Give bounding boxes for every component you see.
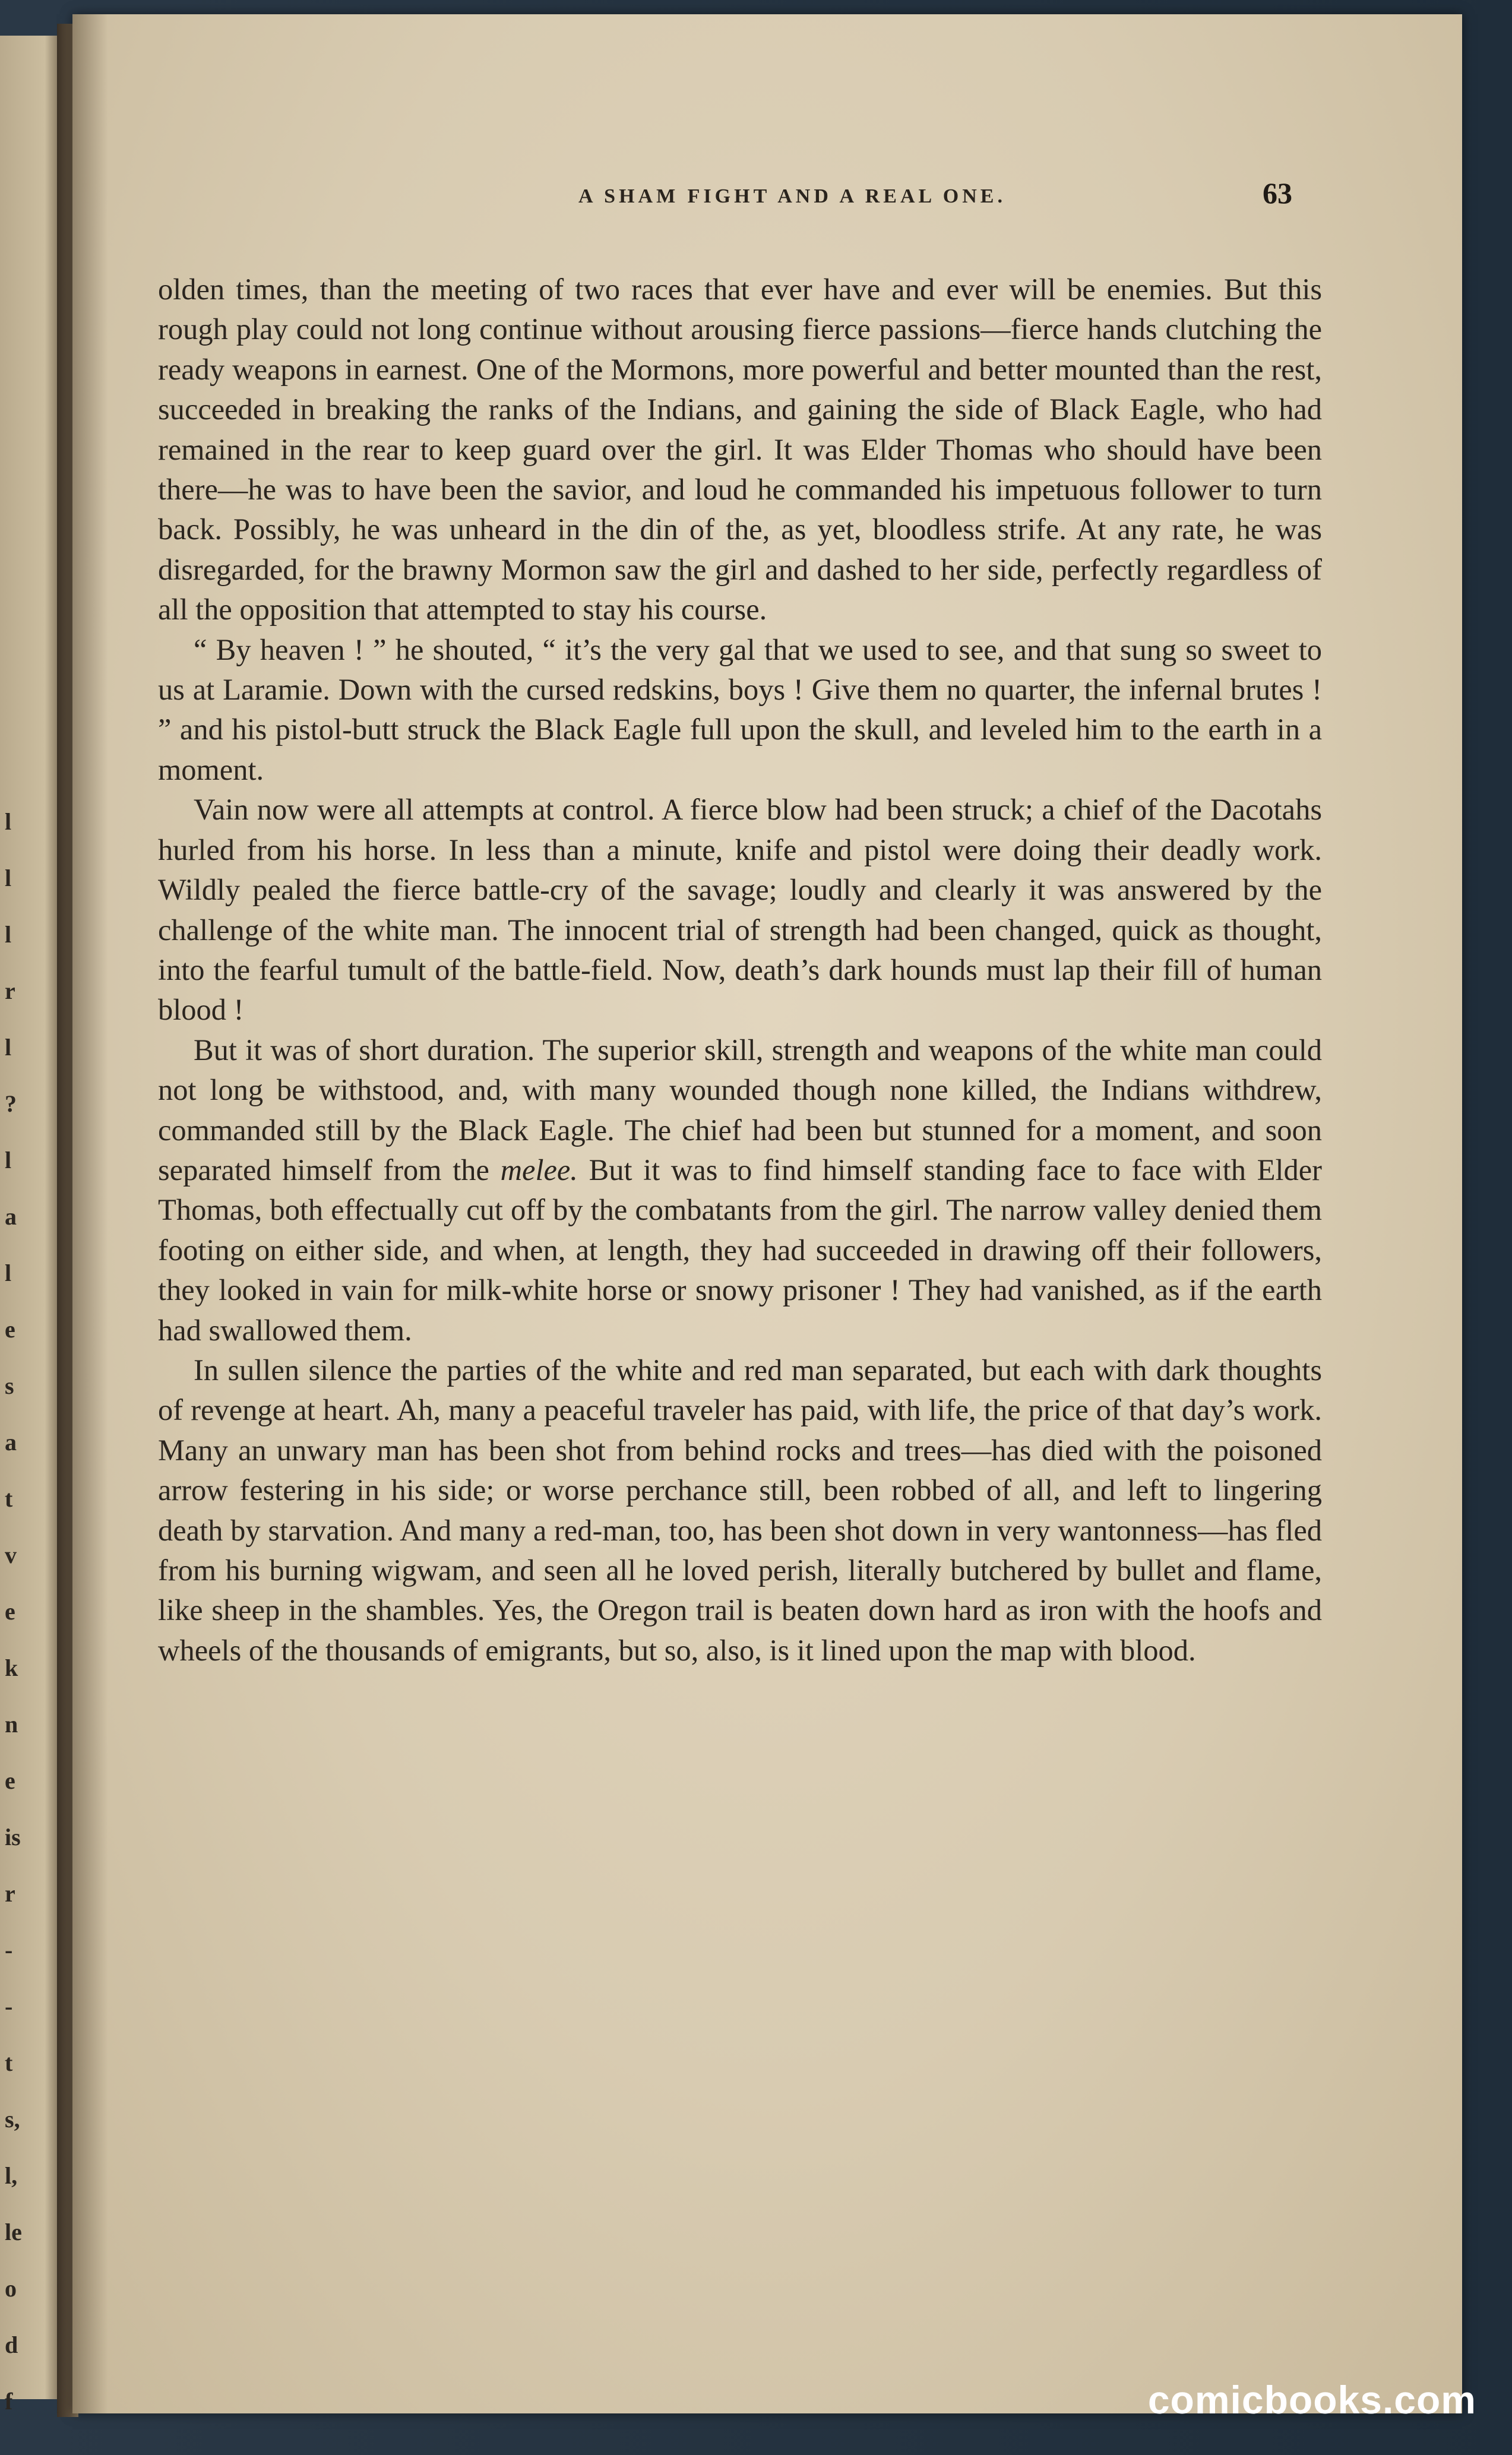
adjacent-page-edge (0, 36, 64, 2415)
adjacent-page-fragment: s (5, 1372, 14, 1399)
adjacent-page-fragment: is (5, 1824, 21, 1850)
watermark: comicbooks.com (1147, 2378, 1476, 2422)
adjacent-page-fragments (5, 59, 22, 2415)
adjacent-page-fragment: t (5, 1485, 13, 1512)
paragraph-1: olden times, than the meeting of two races that ever have and ever will be enemies. But this rough play could not long continue without arousing fierce passions—fierce hands clutching the ready weapons in earnest. One of the Mormons, more powerful and better mounted than the rest, succeeded in breaking the ranks of the Indians, and gaining the side of Black Eagle, who had remained in the rear to keep guard over the girl. It was Elder Thomas who should have been there—he was to have been the savior, and loud he commanded his impetuous follower to turn back. Possibly, he was unheard in the din of the, as yet, bloodless strife. At any rate, he was disregarded, for the brawny Mormon saw the girl and dashed to her side, perfectly regardless of all the opposition that attempted to stay his course. (158, 273, 1322, 627)
adjacent-page-fragment: - (5, 1993, 13, 2020)
book-page (72, 14, 1462, 2413)
paragraph-4-part-1: But it was of short duration. The superior skill, strength and weapons of the white man could not long be withstood, and, with many wounded though none killed, the Indians withdrew, commanded still by the Black Eagle. The chief had been but stunned for a moment, and soon separated himself from the (158, 1033, 1322, 1187)
adjacent-page-fragment: l, (5, 2162, 18, 2189)
adjacent-page-fragment: n (5, 1711, 18, 1738)
adjacent-page-fragment: o (5, 2275, 17, 2302)
adjacent-page-fragment: a (5, 1429, 17, 1456)
paragraph-3: Vain now were all attempts at control. A fierce blow had been struck; a chief of the Dacotahs hurled from his horse. In less than a minute, knife and pistol were doing their deadly work. Wildly pealed the fierce battle-cry of the savage; loudly and clearly it was answered by the challenge of the white man. The innocent trial of strength had been changed, quick as thought, into the fearful tumult of the battle-field. Now, death’s dark hounds must lap their fill of human blood ! (158, 793, 1322, 1027)
page-number: 63 (1263, 176, 1292, 210)
adjacent-page-fragment: l (5, 808, 12, 835)
adjacent-page-fragment: l (5, 1260, 12, 1286)
adjacent-page-fragment: l (5, 1034, 12, 1061)
adjacent-page-fragment: l (5, 1147, 12, 1173)
adjacent-page-fragment: l (5, 865, 12, 891)
body-text (158, 270, 1322, 1671)
adjacent-page-fragment: a (5, 1203, 17, 1230)
adjacent-page-fragment: r (5, 977, 15, 1004)
adjacent-page-fragment: e (5, 1316, 15, 1343)
adjacent-page-fragment: - (5, 1937, 13, 1963)
paragraph-4-part-2: But it was to find himself standing face to face with Elder Thomas, both effectually cut off by the combatants from the girl. The narrow valley denied them footing on either side, and when, at length, they had succeeded in drawing off their followers, they looked in vain for milk-white horse or snowy prisoner ! They had vanished, as if the earth had swallowed them. (158, 1153, 1322, 1347)
paragraph-4 (158, 1030, 1322, 1350)
running-head: A SHAM FIGHT AND A REAL ONE. (578, 185, 1006, 207)
adjacent-page-fragment: d (5, 2331, 18, 2358)
adjacent-page-fragment: k (5, 1654, 18, 1681)
paragraph-5: In sullen silence the parties of the white and red man separated, but each with dark thoughts of revenge at heart. Ah, many a peaceful traveler has paid, with life, the price of that day’s work. Many an unwary man has been shot from behind rocks and trees—has died with the poisoned arrow festering in his side; or worse perchance still, been robbed of all, and left to lingering death by starvation. And many a red-man, too, has been shot down in very wantonness—has fled from his burning wigwam, and seen all he loved perish, literally butchered by bullet and flame, like sheep in the shambles. Yes, the Oregon trail is beaten down hard as iron with the hoofs and wheels of the thousands of emigrants, but so, also, is it lined upon the map with blood. (158, 1353, 1322, 1667)
adjacent-page-fragment: ? (5, 1090, 17, 1117)
adjacent-page-fragment: e (5, 1767, 15, 1794)
adjacent-page-fragment: l (5, 921, 12, 948)
paragraph-4-italic: melee. (500, 1153, 578, 1187)
adjacent-page-fragment: r (5, 1880, 15, 1907)
adjacent-page-fragment: s, (5, 2106, 20, 2133)
adjacent-page-fragment: e (5, 1598, 15, 1625)
adjacent-page-fragment: le (5, 2219, 22, 2245)
adjacent-page-fragment: v (5, 1542, 17, 1568)
adjacent-page-fragment: f (5, 2388, 13, 2415)
paragraph-2: “ By heaven ! ” he shouted, “ it’s the very gal that we used to see, and that sung so sweet to us at Laramie. Down with the cursed redskins, boys ! Give them no quarter, the infernal brutes ! ” and his pistol-butt struck the Black Eagle full upon the skull, and leveled him to the earth in a moment. (158, 632, 1322, 786)
adjacent-page-fragment: t (5, 2049, 13, 2076)
